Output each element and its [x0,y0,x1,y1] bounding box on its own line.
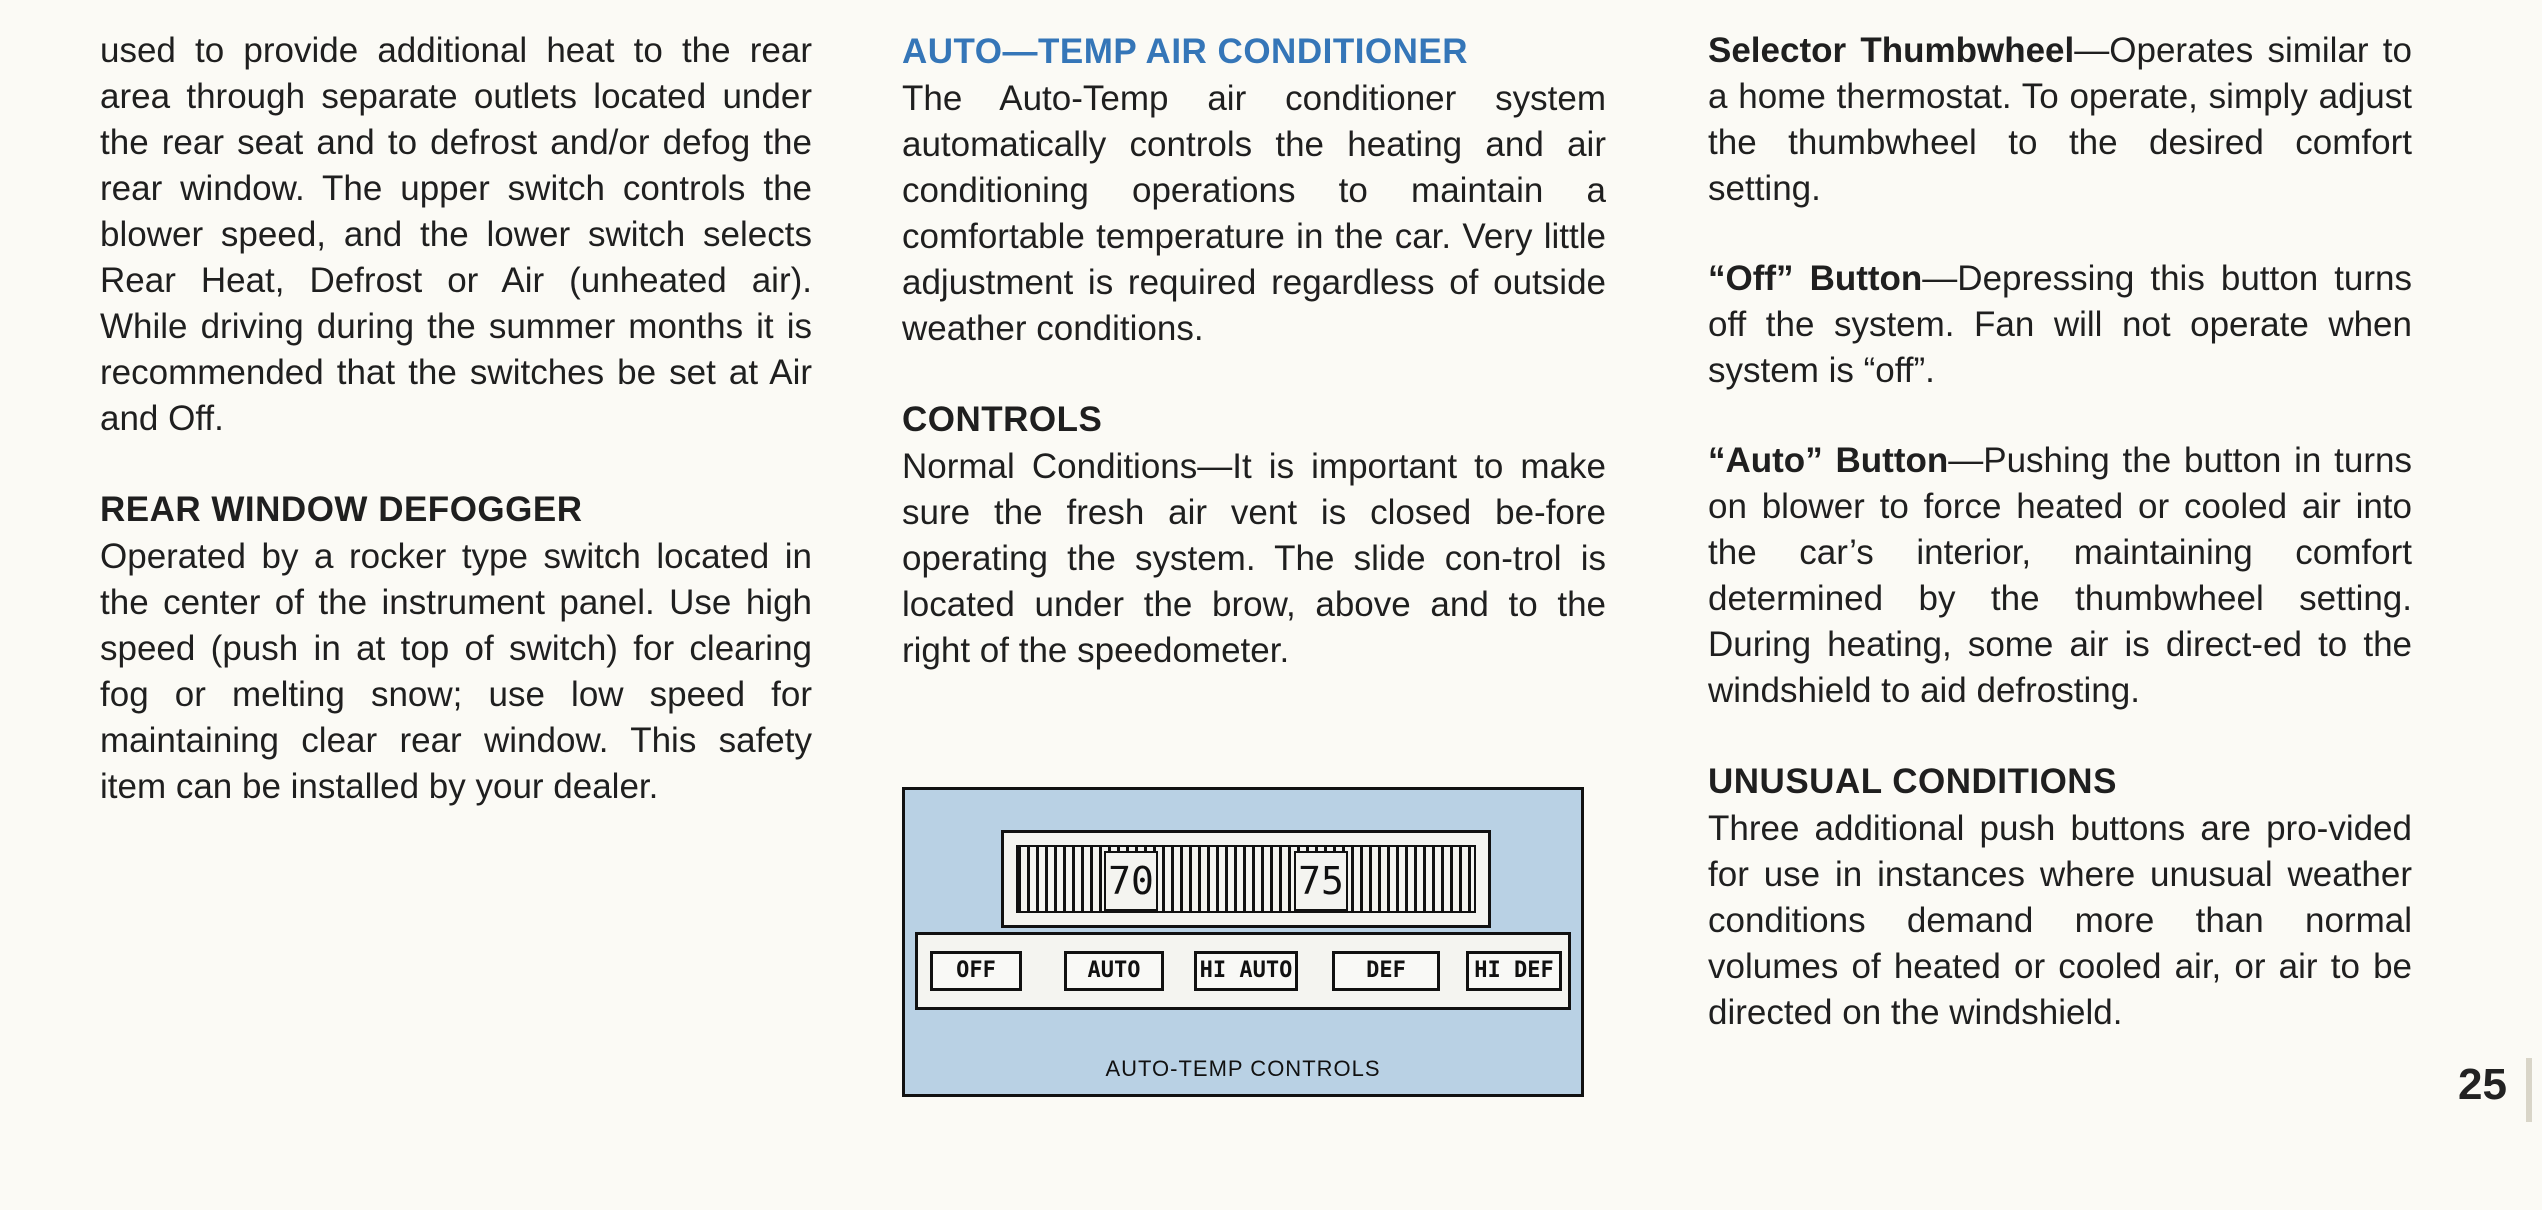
rear-window-defogger-heading: REAR WINDOW DEFOGGER [100,490,583,529]
thumbwheel-panel [1001,830,1491,928]
controls-heading: CONTROLS [902,400,1103,439]
unusual-conditions-heading: UNUSUAL CONDITIONS [1708,762,2117,801]
push-button-panel [915,932,1571,1010]
auto-button-term: “Auto” Button [1708,441,1949,480]
auto-temp-heading: AUTO—TEMP AIR CONDITIONER [902,32,1469,71]
hi-def-button-drawing: HI DEF [1466,951,1562,991]
auto-temp-paragraph: The Auto-Temp air conditioner system automatically controls the heating and air conditioning operations to maintain a comfortable temperature in the car. Very little adjustment is required regardless of outside weather conditions. [902,79,1606,348]
hi-auto-button-drawing: HI AUTO [1194,951,1298,991]
def-button-drawing: DEF [1332,951,1440,991]
page-edge-mark [2526,1058,2532,1122]
left-column [100,28,812,854]
selector-thumbwheel-text: —Operates similar to a home thermostat. To operate, simply adjust the thumbwheel to the desired comfort setting. [1708,31,2412,208]
off-button-paragraph [1708,256,2412,394]
off-button-drawing: OFF [930,951,1022,991]
figure-caption: AUTO-TEMP CONTROLS [1105,1056,1381,1081]
normal-conditions-paragraph: Normal Conditions—It is important to make sure the fresh air vent is closed be-fore operating the system. The slide con-trol is located under the brow, above and to the right of the speedometer. [902,447,1606,670]
auto-button-paragraph [1708,438,2412,714]
off-button-term: “Off” Button [1708,259,1923,298]
temp-high-label: 75 [1294,851,1348,911]
middle-column [902,28,1606,718]
off-button-text: —Depressing this button turns off the system. Fan will not operate when system is “off”. [1708,259,2413,390]
page-number: 25 [2458,1060,2507,1109]
rear-heat-paragraph: used to provide additional heat to the rear area through separate outlets located under the rear seat and to defrost and/or defog the rear window. The upper switch controls the blower speed, and the lower switch selects Rear Heat, Defrost or Air (unheated air). While driving during the summer months it is recommended that the switches be set at Air and Off. [100,31,812,438]
auto-button-drawing: AUTO [1064,951,1164,991]
right-column [1708,28,2412,1080]
auto-temp-controls-illustration [902,787,1584,1097]
unusual-conditions-paragraph: Three additional push buttons are pro-vided for use in instances where unusual weather conditions demand more than normal volumes of heated or cooled air, or air to be directed on the windshield. [1708,809,2412,1032]
selector-thumbwheel-term: Selector Thumbwheel [1708,31,2075,70]
temp-low-label: 70 [1104,851,1158,911]
selector-thumbwheel-paragraph [1708,28,2412,212]
auto-button-text: —Pushing the button in turns on blower to force heated or cooled air into the car’s interior, maintaining comfort determined by the thumbwheel setting. During heating, some air is direct-ed to the windshield to aid defrosting. [1708,441,2412,710]
thumbwheel-scale [1016,845,1476,913]
rear-window-defogger-paragraph: Operated by a rocker type switch located in the center of the instrument panel. Use high speed (push in at top of switch) for clearing fog or melting snow; use low speed for maintaining clear rear window. This safety item can be installed by your dealer. [100,537,812,806]
